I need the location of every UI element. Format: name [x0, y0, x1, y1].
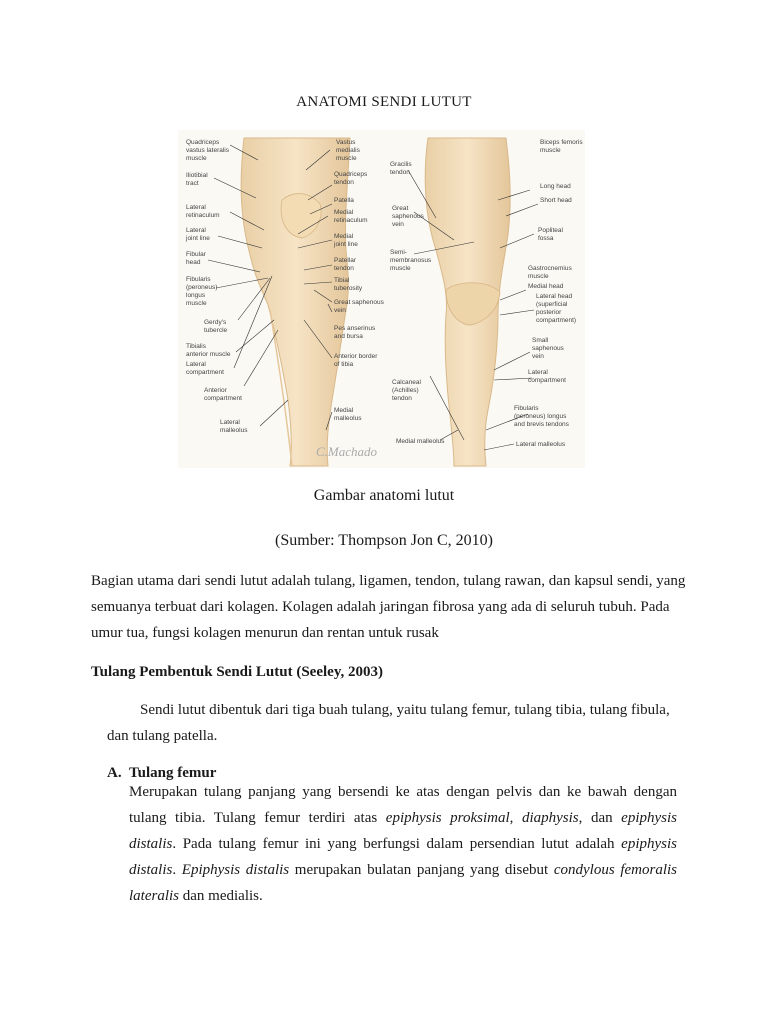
list-letter: A. [107, 765, 122, 781]
svg-text:Lateral malleolus: Lateral malleolus [516, 441, 566, 448]
svg-text:head: head [186, 259, 201, 266]
femur-paragraph: Merupakan tulang panjang yang bersendi ke atas dengan pelvis dan ke bawah dengan tulang tibia. Tulang femur terdiri atas epiphysis proksimal, diaphysis, dan epiphysis distalis. Pada tulang femur ini yang berfungsi dalam persendian lutut adalah epiphysis distalis. Epiphysis distalis merupakan bulatan panjang yang disebut condylous femoralis lateralis dan medialis. [129, 784, 677, 904]
posterior-right-labels [514, 139, 583, 448]
svg-text:Great: Great [392, 205, 409, 212]
svg-text:Fibularis: Fibularis [186, 276, 211, 283]
svg-text:Calcaneal: Calcaneal [392, 379, 421, 386]
svg-text:Pes anserinus: Pes anserinus [334, 325, 376, 332]
svg-text:saphenous: saphenous [392, 213, 424, 220]
svg-text:Gerdy's: Gerdy's [204, 319, 227, 326]
svg-text:and brevis tendons: and brevis tendons [514, 421, 569, 428]
svg-text:Fibularis: Fibularis [514, 405, 539, 412]
svg-text:Medial: Medial [334, 233, 354, 240]
svg-text:vastus lateralis: vastus lateralis [186, 147, 229, 154]
svg-text:tendon: tendon [390, 169, 410, 176]
intro-paragraph: Bagian utama dari sendi lutut adalah tulang, ligamen, tendon, tulang rawan, dan kapsul sendi, yang semuanya terbuat dari kolagen. Kolagen adalah jaringan fibrosa yang ada di seluruh tubuh. Pada umur tua, fungsi kolagen menurun dan rentan untuk rusak [91, 573, 686, 641]
svg-text:Anterior border: Anterior border [334, 353, 378, 360]
svg-text:joint line: joint line [334, 241, 358, 248]
svg-text:muscle: muscle [528, 273, 549, 280]
svg-text:posterior: posterior [536, 309, 562, 316]
svg-text:Short head: Short head [540, 197, 572, 204]
svg-text:Lateral: Lateral [220, 419, 240, 426]
knee-anatomy-figure [178, 130, 585, 468]
svg-text:Gastrocnemius: Gastrocnemius [528, 265, 572, 272]
anterior-left-labels [185, 139, 248, 434]
svg-text:and bursa: and bursa [334, 333, 363, 340]
svg-text:retinaculum: retinaculum [186, 212, 220, 219]
svg-text:compartment: compartment [186, 369, 224, 376]
svg-text:Lateral: Lateral [186, 227, 206, 234]
svg-text:compartment: compartment [528, 377, 566, 384]
svg-text:Tibial: Tibial [334, 277, 350, 284]
svg-text:compartment): compartment) [536, 317, 577, 324]
svg-text:longus: longus [186, 292, 206, 299]
svg-text:Lateral: Lateral [528, 369, 548, 376]
svg-text:(peroneus): (peroneus) [186, 284, 218, 291]
svg-text:muscle: muscle [186, 300, 207, 307]
svg-text:anterior muscle: anterior muscle [186, 351, 231, 358]
svg-text:Lateral: Lateral [186, 204, 206, 211]
svg-text:muscle: muscle [186, 155, 207, 162]
svg-text:of tibia: of tibia [334, 361, 354, 368]
svg-text:tendon: tendon [392, 395, 412, 402]
svg-text:Long head: Long head [540, 183, 571, 190]
subsection-title: Tulang femur [129, 765, 217, 781]
svg-text:Lateral: Lateral [186, 361, 206, 368]
svg-text:fossa: fossa [538, 235, 554, 242]
svg-text:retinaculum: retinaculum [334, 217, 368, 224]
svg-text:Patellar: Patellar [334, 257, 357, 264]
knee-anatomy-illustration [178, 130, 585, 468]
svg-text:malleolus: malleolus [334, 415, 362, 422]
svg-text:vein: vein [532, 353, 544, 360]
svg-text:Gracilis: Gracilis [390, 161, 412, 168]
svg-text:tendon: tendon [334, 265, 354, 272]
bones-paragraph: Sendi lutut dibentuk dari tiga buah tulang, yaitu tulang femur, tulang tibia, tulang fibula, dan tulang patella. [107, 702, 670, 744]
svg-text:Quadriceps: Quadriceps [186, 139, 220, 146]
svg-text:tubercle: tubercle [204, 327, 228, 334]
svg-text:Medial: Medial [334, 407, 354, 414]
svg-text:vein: vein [392, 221, 404, 228]
svg-text:(Achilles): (Achilles) [392, 387, 419, 394]
svg-text:Fibular: Fibular [186, 251, 206, 258]
svg-text:tuberosity: tuberosity [334, 285, 363, 292]
svg-text:malleolus: malleolus [220, 427, 248, 434]
svg-text:membranosus: membranosus [390, 257, 432, 264]
svg-text:tract: tract [186, 180, 199, 187]
illustrator-signature: C.Machado [316, 444, 378, 459]
figure-source: (Sumber: Thompson Jon C, 2010) [275, 532, 493, 549]
svg-text:medialis: medialis [336, 147, 360, 154]
svg-text:muscle: muscle [336, 155, 357, 162]
anterior-right-labels [333, 139, 385, 422]
svg-text:vein: vein [334, 307, 346, 314]
svg-text:Tibialis: Tibialis [186, 343, 206, 350]
svg-text:Great saphenous: Great saphenous [334, 299, 384, 306]
svg-text:saphenous: saphenous [532, 345, 564, 352]
svg-text:(peroneus) longus: (peroneus) longus [514, 413, 567, 420]
figure-caption: Gambar anatomi lutut [313, 487, 455, 504]
section-heading: Tulang Pembentuk Sendi Lutut (Seeley, 2003) [91, 664, 383, 680]
svg-text:Lateral head: Lateral head [536, 293, 573, 300]
svg-text:Medial head: Medial head [528, 283, 564, 290]
svg-text:Vastus: Vastus [336, 139, 356, 146]
svg-text:muscle: muscle [390, 265, 411, 272]
svg-text:Semi-: Semi- [390, 249, 407, 256]
svg-text:Iliotibial: Iliotibial [186, 172, 208, 179]
svg-text:(superficial: (superficial [536, 301, 568, 308]
svg-text:muscle: muscle [540, 147, 561, 154]
svg-text:compartment: compartment [204, 395, 242, 402]
svg-text:Small: Small [532, 337, 549, 344]
svg-text:Medial: Medial [334, 209, 354, 216]
svg-text:Quadriceps: Quadriceps [334, 171, 368, 178]
svg-text:Biceps femoris: Biceps femoris [540, 139, 583, 146]
svg-text:Patella: Patella [334, 197, 354, 204]
svg-text:Anterior: Anterior [204, 387, 227, 394]
svg-text:Popliteal: Popliteal [538, 227, 563, 234]
svg-text:joint line: joint line [186, 235, 210, 242]
svg-text:Medial malleolus: Medial malleolus [396, 438, 445, 445]
svg-text:tendon: tendon [334, 179, 354, 186]
page-title: ANATOMI SENDI LUTUT [296, 94, 472, 110]
